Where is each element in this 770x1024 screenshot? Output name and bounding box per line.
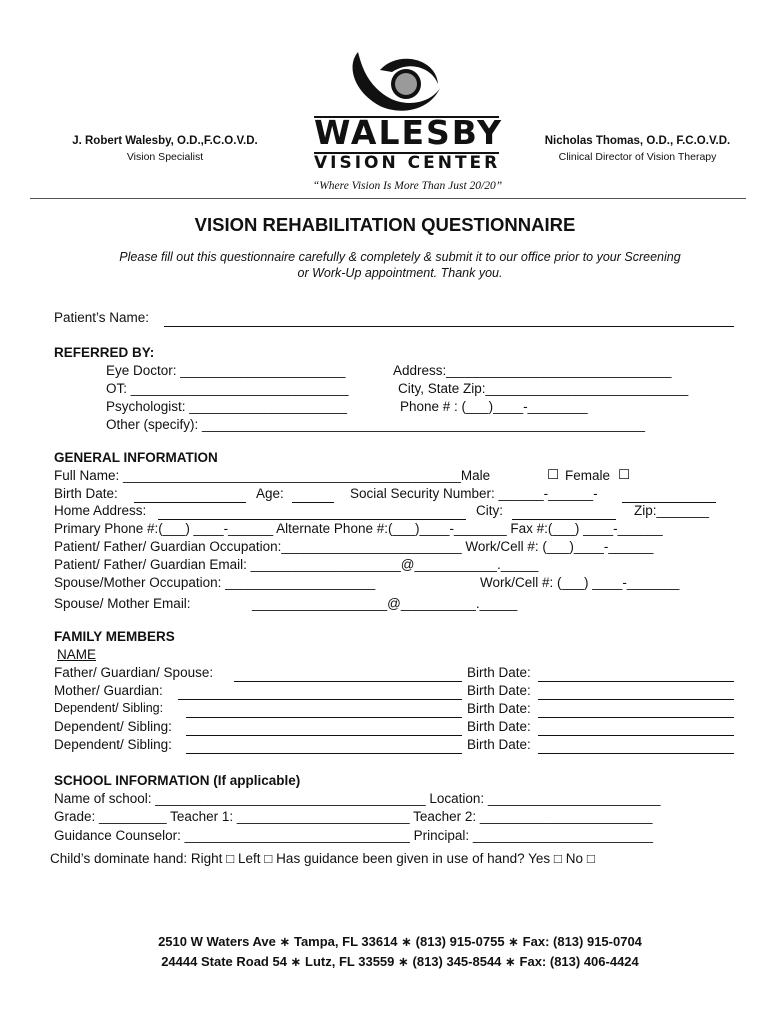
birth-date-field[interactable] <box>134 502 246 503</box>
zip-field[interactable]: Zip:_______ <box>634 503 710 518</box>
city-field[interactable] <box>512 519 616 520</box>
referred-heading: REFERRED BY: <box>54 345 155 360</box>
family-birth-label: Birth Date: <box>467 701 531 716</box>
family-heading: FAMILY MEMBERS <box>54 629 175 644</box>
instructions-line-2: or Work-Up appointment. Thank you. <box>297 266 503 280</box>
family-name-field[interactable] <box>178 699 462 700</box>
family-birth-field[interactable] <box>538 735 734 736</box>
patient-name-field[interactable] <box>164 326 734 327</box>
family-name-field[interactable] <box>186 735 462 736</box>
female-label: Female <box>565 468 611 483</box>
spouse-occupation-row[interactable]: Spouse/Mother Occupation: ____________________ <box>54 575 376 590</box>
family-name-column: NAME <box>57 647 97 662</box>
birth-date-label: Birth Date: <box>54 486 118 501</box>
home-address-label: Home Address: <box>54 503 147 518</box>
other-specify-field[interactable]: Other (specify): ___________________________________________________________ <box>106 417 645 432</box>
family-row-label: Dependent/ Sibling: <box>54 737 172 752</box>
logo-walesby: WALESBY <box>314 113 504 152</box>
family-birth-label: Birth Date: <box>467 737 531 752</box>
family-row-label: Mother/ Guardian: <box>54 683 163 698</box>
phone-row[interactable]: Primary Phone #:(___) ____-______ Alternate Phone #:(___)____-_______ Fax #:(___) ____-______ <box>54 521 663 536</box>
email-row[interactable]: Patient/ Father/ Guardian Email: ____________________@___________._____ <box>54 557 539 572</box>
family-birth-field[interactable] <box>538 699 734 700</box>
family-birth-field[interactable] <box>538 681 734 682</box>
home-address-field[interactable] <box>158 519 466 520</box>
referrer-city-state-zip-field[interactable]: City, State Zip:___________________________ <box>398 381 689 396</box>
dominant-hand-row[interactable]: Child’s dominate hand: Right □ Left □ Has guidance been given in use of hand? Yes □ No □ <box>50 851 595 866</box>
referrer-address-field[interactable]: Address:______________________________ <box>393 363 672 378</box>
patient-name-label: Patient’s Name: <box>54 310 150 325</box>
city-label: City: <box>476 503 503 518</box>
psychologist-field[interactable]: Psychologist: _____________________ <box>106 399 347 414</box>
age-label: Age: <box>256 486 284 501</box>
ot-field[interactable]: OT: _____________________________ <box>106 381 349 396</box>
female-checkbox[interactable]: ☐ <box>618 467 631 482</box>
family-row-label: Father/ Guardian/ Spouse: <box>54 665 214 680</box>
family-name-field[interactable] <box>234 681 462 682</box>
family-birth-field[interactable] <box>538 753 734 754</box>
grade-teacher-row[interactable]: Grade: _________ Teacher 1: _______________________ Teacher 2: _______________________ <box>54 809 653 824</box>
family-row-label: Dependent/ Sibling: <box>54 719 172 734</box>
eye-logo-icon <box>340 48 450 118</box>
family-row-label: Dependent/ Sibling: <box>54 701 164 715</box>
family-birth-label: Birth Date: <box>467 683 531 698</box>
family-birth-field[interactable] <box>538 717 734 718</box>
spouse-email-label: Spouse/ Mother Email: <box>54 596 191 611</box>
left-doctor-title: Vision Specialist <box>126 151 204 163</box>
general-info-heading: GENERAL INFORMATION <box>54 450 218 465</box>
male-checkbox[interactable]: ☐ <box>547 467 560 482</box>
referrer-phone-field[interactable]: Phone # : (___)____-________ <box>400 399 588 414</box>
school-heading: SCHOOL INFORMATION (If applicable) <box>54 773 301 788</box>
right-doctor-name: Nicholas Thomas, O.D., F.C.O.V.D. <box>544 135 731 147</box>
instructions-line-1: Please fill out this questionnaire carefully & completely & submit it to our office prior to your Screening <box>119 250 681 264</box>
occupation-row[interactable]: Patient/ Father/ Guardian Occupation:________________________ Work/Cell #: (___)____-______ <box>54 539 654 554</box>
guidance-principal-row[interactable]: Guidance Counselor: ______________________________ Principal: ________________________ <box>54 828 654 843</box>
right-doctor-title: Clinical Director of Vision Therapy <box>558 151 717 163</box>
footer-address-tampa: 2510 W Waters Ave ∗ Tampa, FL 33614 ∗ (813) 915-0755 ∗ Fax: (813) 915-0704 <box>158 934 642 949</box>
footer-address-lutz: 24444 State Road 54 ∗ Lutz, FL 33559 ∗ (813) 345-8544 ∗ Fax: (813) 406-4424 <box>161 954 639 969</box>
school-name-row[interactable]: Name of school: ____________________________________ Location: _______________________ <box>54 791 661 806</box>
full-name-field[interactable]: Full Name: _____________________________________________Male <box>54 468 491 483</box>
ssn-field[interactable]: Social Security Number: ______-______- <box>350 486 598 501</box>
family-name-field[interactable] <box>186 717 462 718</box>
family-name-field[interactable] <box>186 753 462 754</box>
eye-doctor-field[interactable]: Eye Doctor: ______________________ <box>106 363 346 378</box>
family-birth-label: Birth Date: <box>467 719 531 734</box>
family-birth-label: Birth Date: <box>467 665 531 680</box>
logo-vision-center: VISION CENTER <box>314 153 501 173</box>
spouse-email-field[interactable]: __________________@__________._____ <box>252 596 518 611</box>
left-doctor-name: J. Robert Walesby, O.D.,F.C.O.V.D. <box>72 135 258 147</box>
header-divider <box>30 198 746 199</box>
spouse-work-phone[interactable]: Work/Cell #: (___) ____-_______ <box>480 575 680 590</box>
age-field[interactable] <box>292 502 334 503</box>
logo-tagline: “Where Vision Is More Than Just 20/20” <box>312 180 503 192</box>
page-title: VISION REHABILITATION QUESTIONNAIRE <box>194 214 576 235</box>
